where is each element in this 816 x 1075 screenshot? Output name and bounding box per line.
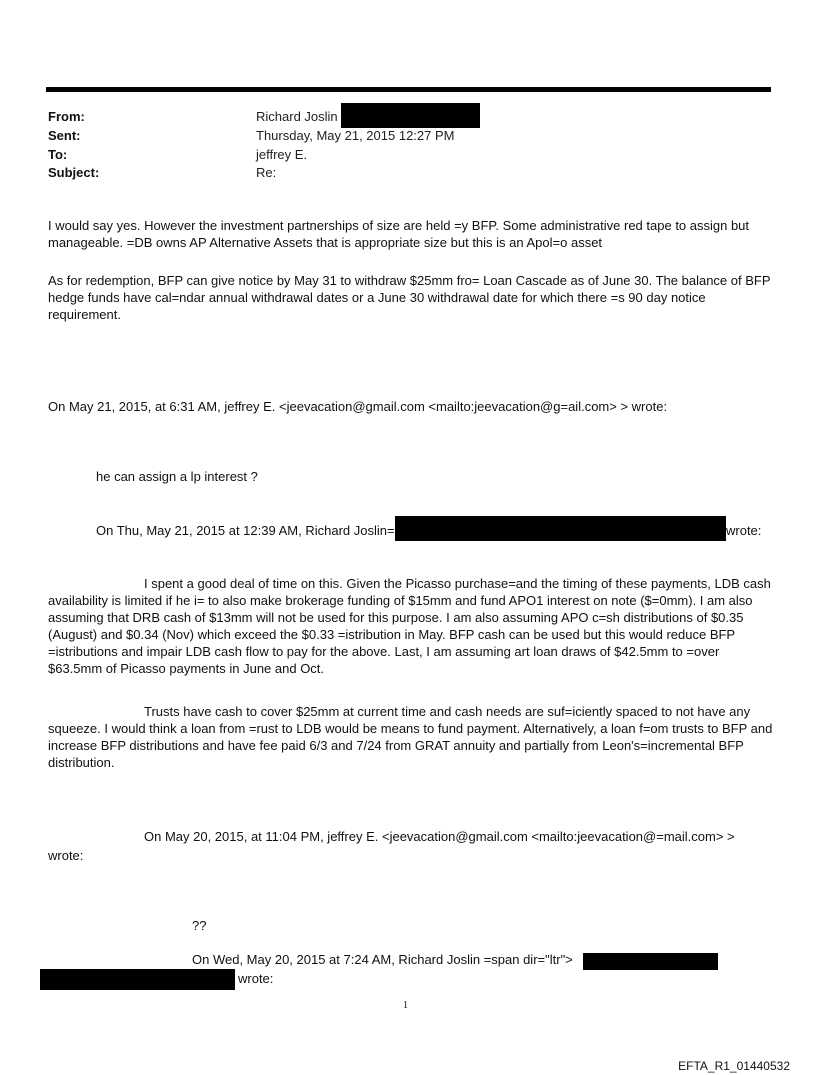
quote-header-2-wrote: wrote: <box>726 523 762 538</box>
quote-header-3-wrote: wrote: <box>48 848 84 863</box>
quote-header-3: On May 20, 2015, at 11:04 PM, jeffrey E. <jeevacation@gmail.com <mailto:jeevacation@=mail.com> > <box>144 829 735 844</box>
body-paragraph-3: I spent a good deal of time on this. Given the Picasso purchase=and the timing of these payments, LDB cash availability is limited if he i= to also make brokerage funding of $15mm and fund APO1 interest on note ($=0mm). I am also assuming that DRB cash of $13mm will not be used for this purpose. I am also assuming APO c=sh distributions of $0.35 (August) and $0.34 (Nov) which exceed the $0.33 =istribution in May. BFP cash can be used but this would reduce BFP =istributions and impair LDB cash flow to pay for the above. Last, I am assuming art loan draws of $42.5mm to =over $63.5mm of Picasso payments in June and Oct. <box>48 576 771 676</box>
from-value: Richard Joslin <box>256 109 338 124</box>
document-id: EFTA_R1_01440532 <box>678 1059 790 1073</box>
quote-header-1: On May 21, 2015, at 6:31 AM, jeffrey E. <jeevacation@gmail.com <mailto:jeevacation@g=ail.com> > wrote: <box>48 399 668 414</box>
to-value: jeffrey E. <box>256 147 308 162</box>
sent-value: Thursday, May 21, 2015 12:27 PM <box>256 128 455 143</box>
redaction-box <box>395 516 726 541</box>
header-rule <box>46 87 771 92</box>
body-paragraph-4: Trusts have cash to cover $25mm at current time and cash needs are suf=iciently spaced to not have any squeeze. I would think a loan from =rust to LDB would be means to fund payment. Alternatively, a loan f=om trusts to BFP and increase BFP distributions and have fee paid 6/3 and 7/24 from GRAT annuity and partially from Leon's=incremental BFP distribution. <box>48 704 773 770</box>
subject-label: Subject: <box>48 165 100 180</box>
quote-body-3: ?? <box>192 918 207 933</box>
subject-value: Re: <box>256 165 277 180</box>
redaction-box <box>583 953 718 970</box>
redaction-box <box>40 969 235 990</box>
quote-header-2: On Thu, May 21, 2015 at 12:39 AM, Richard Joslin= <box>96 523 395 538</box>
sent-label: Sent: <box>48 128 81 143</box>
quote-body-1: he can assign a lp interest ? <box>96 469 258 484</box>
page-number: 1 <box>403 1000 408 1011</box>
quote-header-4-wrote: wrote: <box>238 971 274 986</box>
to-label: To: <box>48 147 68 162</box>
from-label: From: <box>48 109 85 124</box>
body-paragraph-2: As for redemption, BFP can give notice by May 31 to withdraw $25mm fro= Loan Cascade as of June 30. The balance of BFP hedge funds have cal=ndar annual withdrawal dates or a June 30 withdrawal date for which there =s 90 day notice requirement. <box>48 273 771 322</box>
redaction-box <box>341 103 480 128</box>
body-paragraph-1: I would say yes. However the investment partnerships of size are held =y BFP. Some administrative red tape to assign but manageable. =DB owns AP Alternative Assets that is appropriate size but this is an Apol=o asset <box>48 218 750 250</box>
quote-header-4: On Wed, May 20, 2015 at 7:24 AM, Richard Joslin =span dir="ltr"> <box>192 952 573 967</box>
